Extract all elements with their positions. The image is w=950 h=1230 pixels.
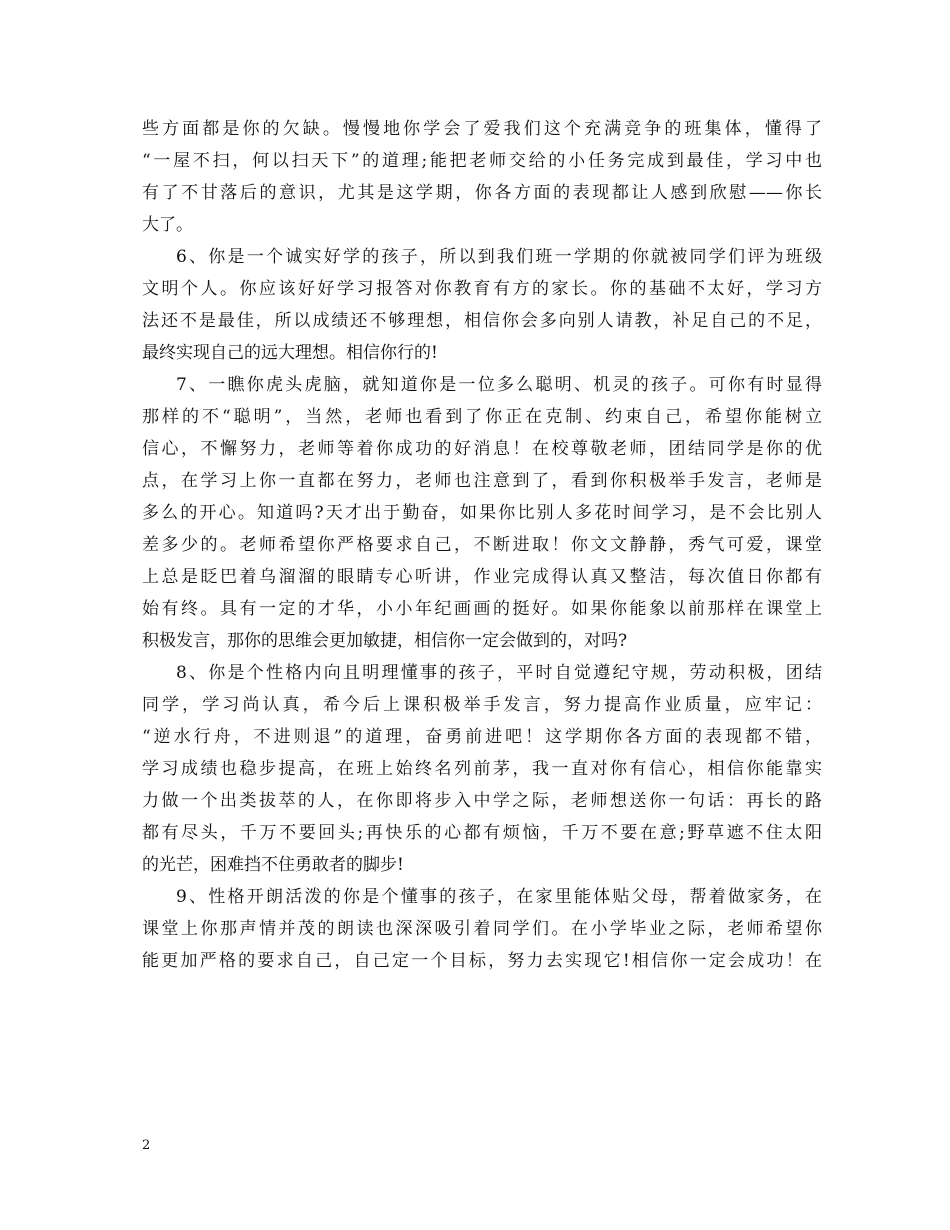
text-line: 始有终。具有一定的才华，小小年纪画画的挺好。如果你能象以前那样在课堂上 (142, 599, 822, 619)
text-line: 力做一个出类拔萃的人，在你即将步入中学之际，老师想送你一句话：再长的路 (142, 791, 822, 811)
text-line: “一屋不扫，何以扫天下”的道理;能把老师交给的小任务完成到最佳，学习中也 (142, 151, 822, 171)
text-line: 学习成绩也稳步提高，在班上始终名列前茅，我一直对你有信心，相信你能靠实 (142, 759, 822, 779)
text-line: 同学，学习尚认真，希今后上课积极举手发言，努力提高作业质量，应牢记： (142, 695, 822, 715)
paragraph-start-6: 6、你是一个诚实好学的孩子，所以到我们班一学期的你就被同学们评为班级 (176, 247, 822, 267)
text-line: 些方面都是你的欠缺。慢慢地你学会了爱我们这个充满竞争的班集体，懂得了 (142, 119, 822, 139)
text-line: 多么的开心。知道吗?天才出于勤奋，如果你比别人多花时间学习，是不会比别人 (142, 503, 822, 523)
text-line: 文明个人。你应该好好学习报答对你教育有方的家长。你的基础不太好，学习方 (142, 279, 822, 299)
paragraph-start-7: 7、一瞧你虎头虎脑，就知道你是一位多么聪明、机灵的孩子。可你有时显得 (176, 375, 822, 395)
text-line: 积极发言，那你的思维会更加敏捷，相信你一定会做到的，对吗? (142, 631, 628, 651)
text-line: 最终实现自己的远大理想。相信你行的! (142, 343, 438, 363)
text-line: 有了不甘落后的意识，尤其是这学期，你各方面的表现都让人感到欣慰——你长 (142, 183, 822, 203)
paragraph-start-9: 9、性格开朗活泼的你是个懂事的孩子，在家里能体贴父母，帮着做家务，在 (176, 887, 822, 907)
text-line: 点，在学习上你一直都在努力，老师也注意到了，看到你积极举手发言，老师是 (142, 471, 822, 491)
text-line: 大了。 (142, 215, 193, 235)
page-number: 2 (142, 1138, 151, 1153)
text-line: 课堂上你那声情并茂的朗读也深深吸引着同学们。在小学毕业之际，老师希望你 (142, 919, 822, 939)
text-line: “逆水行舟，不进则退”的道理，奋勇前进吧！这学期你各方面的表现都不错， (142, 727, 822, 747)
document-body (142, 113, 822, 977)
text-line: 法还不是最佳，所以成绩还不够理想，相信你会多向别人请教，补足自己的不足， (142, 311, 822, 331)
text-line: 上总是眨巴着乌溜溜的眼睛专心听讲，作业完成得认真又整洁，每次值日你都有 (142, 567, 822, 587)
text-line: 差多少的。老师希望你严格要求自己，不断进取！你文文静静，秀气可爱，课堂 (142, 535, 822, 555)
text-line: 那样的不“聪明”，当然，老师也看到了你正在克制、约束自己，希望你能树立 (142, 407, 822, 427)
paragraph-start-8: 8、你是个性格内向且明理懂事的孩子，平时自觉遵纪守规，劳动积极，团结 (176, 663, 822, 683)
text-line: 信心，不懈努力，老师等着你成功的好消息！在校尊敬老师，团结同学是你的优 (142, 439, 822, 459)
text-line: 都有尽头，千万不要回头;再快乐的心都有烦恼，千万不要在意;野草遮不住太阳 (142, 823, 822, 843)
text-line: 能更加严格的要求自己，自己定一个目标，努力去实现它!相信你一定会成功！在 (142, 951, 822, 971)
text-line: 的光芒，困难挡不住勇敢者的脚步! (142, 855, 404, 875)
